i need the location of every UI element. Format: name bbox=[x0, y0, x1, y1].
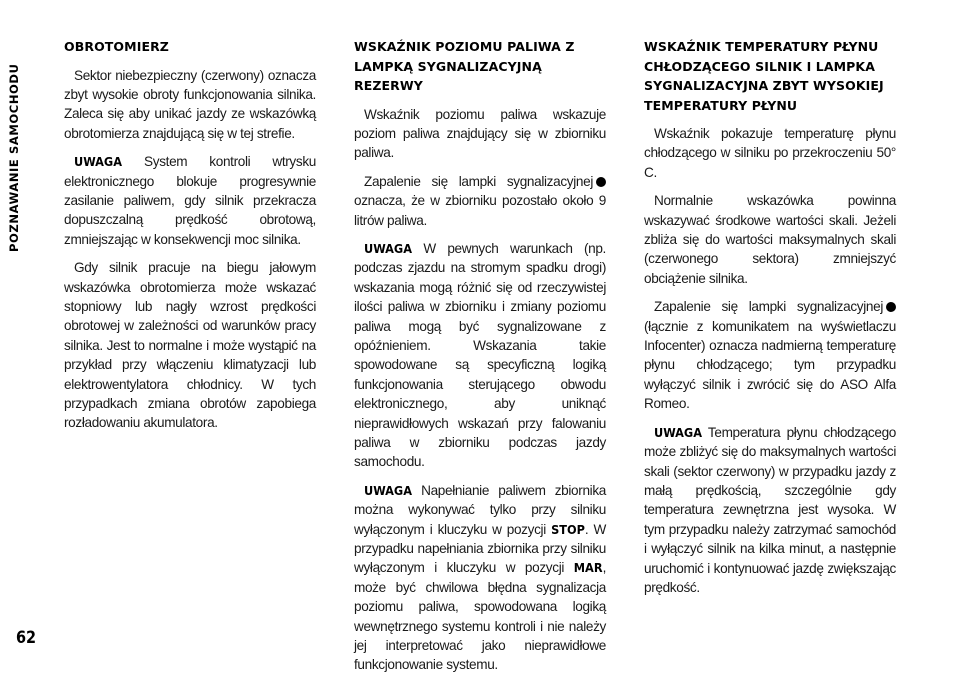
page-number: 62 bbox=[16, 628, 37, 648]
warning-text: W pewnych warunkach (np. podczas zjazdu na stromym spadku drogi) wskazania mogą różnić się od rzeczywistej ilości paliwa w zbiorniku i zmiany poziomu paliwa mogą być sygnalizowane z opóźnieniem. Wskazania takie spowodowane są specyficzną logiką funkcjonowania sterującego obwodu elektronicznego, aby uniknąć nieprawidłowych wskazań przy falowaniu paliwa w zbiorniku podczas jazdy samochodu. bbox=[354, 240, 606, 470]
paragraph: Normalnie wskazówka powinna wskazywać środkowe wartości skali. Jeżeli zbliża się do wartości maksymalnych skali (czerwonego sektora) zmniejszyć obciążenie silnika. bbox=[644, 193, 896, 286]
warning-paragraph bbox=[644, 423, 896, 598]
heading-coolant-temperature: WSKAŹNIK TEMPERATURY PŁYNU CHŁODZĄCEGO SILNIK I LAMPKA SYGNALIZACYJNA ZBYT WYSOKIEJ TEMPERATURY PŁYNU bbox=[644, 39, 884, 113]
warning-paragraph bbox=[354, 481, 606, 675]
column-fuel-gauge bbox=[354, 37, 606, 684]
section-side-label: POZNAWANIE SAMOCHODU bbox=[7, 63, 21, 252]
paragraph-text: Zapalenie się lampki sygnalizacyjnej bbox=[364, 173, 593, 189]
heading-tachometer: OBROTOMIERZ bbox=[64, 39, 169, 54]
warning-lamp-icon bbox=[596, 177, 606, 187]
warning-label: UWAGA bbox=[74, 154, 122, 170]
warning-text: . W przypadku napełniania zbiornika przy silniku wyłączonym i kluczyku w pozycji bbox=[354, 521, 606, 576]
key-position-stop: STOP bbox=[551, 521, 585, 537]
paragraph bbox=[644, 297, 896, 413]
paragraph bbox=[354, 172, 606, 230]
column-coolant-temperature bbox=[644, 37, 896, 606]
warning-text: Temperatura płynu chłodzącego może zbliżyć się do maksymalnych wartości skali (sektor czerwony) w przypadku jazdy z małą prędkością, szczególnie gdy temperatura zewnętrzna jest wysoka. W tym przypadku należy zatrzymać samochód i wyłączyć silnik na kilka minut, a następnie uruchomić i kontynuować jazdę zwiększając prędkość. bbox=[644, 424, 896, 595]
warning-lamp-icon bbox=[886, 302, 896, 312]
paragraph-text: Zapalenie się lampki sygnalizacyjnej bbox=[654, 299, 883, 315]
paragraph: Wskaźnik poziomu paliwa wskazuje poziom paliwa znajdujący się w zbiorniku paliwa. bbox=[354, 106, 606, 161]
warning-label: UWAGA bbox=[364, 482, 412, 498]
warning-label: UWAGA bbox=[364, 240, 412, 256]
paragraph: Sektor niebezpieczny (czerwony) oznacza zbyt wysokie obroty funkcjonowania silnika. Zaleca się aby unikać jazdy ze wskazówką obrotomierza znajdującą się w tej strefie. bbox=[64, 67, 316, 141]
heading-fuel-gauge: WSKAŹNIK POZIOMU PALIWA Z LAMPKĄ SYGNALIZACYJNĄ REZERWY bbox=[354, 39, 575, 93]
warning-text: System kontroli wtrysku elektronicznego blokuje progresywnie zasilanie paliwem, gdy silnik przekracza dopuszczalną prędkość obrotową, zmniejszając w konsekwencji moc silnika. bbox=[64, 154, 316, 247]
warning-paragraph bbox=[64, 152, 316, 249]
warning-text: , może być chwilowa błędna sygnalizacja poziomu paliwa, spowodowana logiką wewnętrznego systemu kontroli i nie należy jej interpretować jako nieprawidłowe funkcjonowanie systemu. bbox=[354, 560, 606, 673]
key-position-mar: MAR bbox=[573, 560, 603, 576]
column-tachometer bbox=[64, 37, 316, 442]
paragraph: Gdy silnik pracuje na biegu jałowym wskazówka obrotomierza może wskazać stopniowy lub nagły wzrost prędkości obrotowej w zależności od warunków pracy silnika. Jest to normalne i może wystąpić na przykład przy włączeniu klimatyzacji lub elektrowentylatora chłodnicy. W tych przypadkach zmiana obrotów zapobiega rozładowaniu akumulatora. bbox=[64, 260, 316, 431]
paragraph-text: (łącznie z komunikatem na wyświetlaczu Infocenter) oznacza nadmierną temperaturę płynu chłodzącego; tym przypadku wyłączyć silnik i zwrócić się do ASO Alfa Romeo. bbox=[644, 318, 896, 412]
warning-label: UWAGA bbox=[654, 424, 702, 440]
warning-text: Napełnianie paliwem zbiornika można wykonywać tylko przy silniku wyłączonym i kluczyku w pozycji bbox=[354, 482, 606, 537]
paragraph-text: oznacza, że w zbiorniku pozostało około 9 litrów paliwa. bbox=[354, 193, 606, 228]
paragraph: Wskaźnik pokazuje temperaturę płynu chłodzącego w silniku po przekroczeniu 50° C. bbox=[644, 126, 896, 180]
warning-paragraph bbox=[354, 239, 606, 472]
